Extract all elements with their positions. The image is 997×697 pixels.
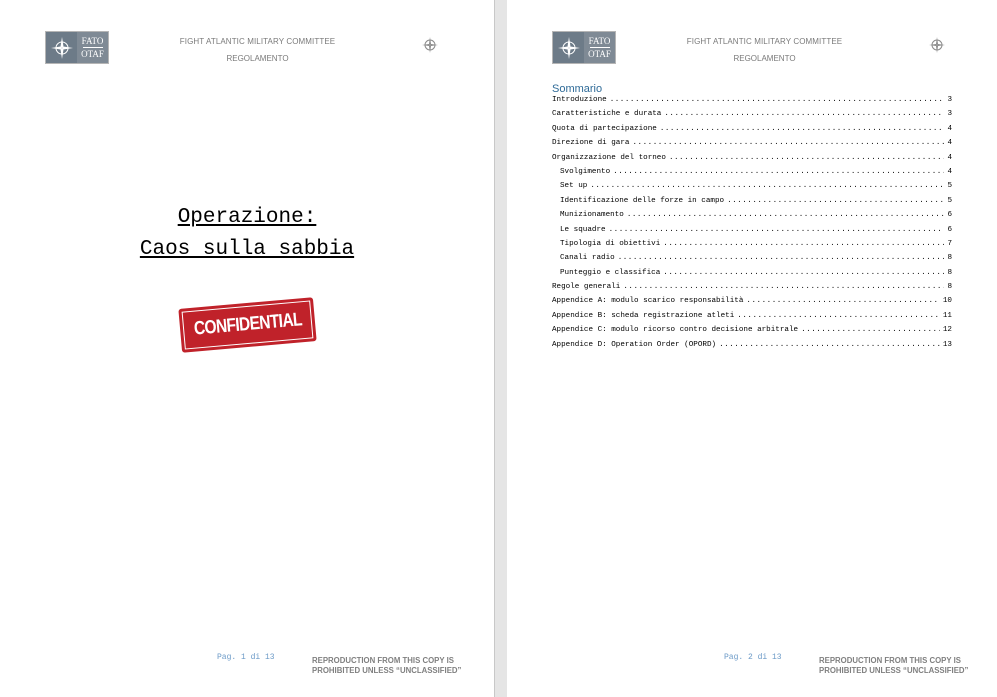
logo-top-text: FATO — [588, 36, 611, 46]
toc-entry-label: Tipologia di obiettivi — [560, 239, 661, 248]
toc-entry-label: Caratteristiche e durata — [552, 110, 662, 119]
logo-bottom-text: OTAF — [588, 49, 611, 59]
page-gap — [495, 0, 507, 697]
toc-leader-dots — [590, 182, 944, 190]
toc-entry-page: 13 — [942, 340, 952, 349]
toc-entry-page: 4 — [947, 139, 952, 148]
toc-leader-dots — [669, 154, 945, 162]
toc-title: Sommario — [552, 83, 603, 95]
logo-bottom-text: OTAF — [81, 49, 104, 59]
toc-entry-label: Svolgimento — [560, 167, 611, 176]
confidential-stamp — [178, 297, 316, 353]
footer-notice — [312, 656, 461, 676]
toc-entry-page: 3 — [947, 96, 952, 104]
toc-leader-dots — [719, 341, 940, 349]
toc-entry[interactable] — [552, 254, 952, 268]
toc-entry[interactable] — [552, 297, 952, 311]
toc-entry-page: 4 — [947, 153, 952, 162]
toc-leader-dots — [609, 226, 945, 234]
toc-leader-dots — [801, 326, 940, 334]
compass-rose-icon — [553, 32, 584, 63]
toc-entry[interactable] — [552, 341, 952, 355]
toc-leader-dots — [746, 297, 939, 305]
toc-entry[interactable] — [552, 226, 952, 240]
toc-entry-page: 5 — [947, 182, 952, 191]
toc-leader-dots — [613, 168, 944, 176]
toc-entry-label: Identificazione delle forze in campo — [560, 196, 725, 205]
toc-entry-label: Set up — [560, 182, 588, 191]
toc-entry[interactable] — [552, 326, 952, 340]
doc-title-line1: Operazione: — [177, 206, 317, 229]
table-of-contents — [552, 96, 952, 355]
toc-entry[interactable] — [552, 125, 952, 139]
toc-entry-page: 10 — [942, 297, 952, 306]
toc-leader-dots — [618, 254, 945, 262]
document-page-1 — [0, 0, 495, 697]
footer-line2: PROHIBITED UNLESS “UNCLASSIFIED” — [312, 666, 462, 675]
toc-entry-label: Le squadre — [560, 225, 606, 234]
toc-entry-page: 8 — [947, 268, 952, 277]
toc-entry[interactable] — [552, 211, 952, 225]
footer-notice — [819, 656, 968, 676]
toc-entry-label: Canali radio — [560, 254, 615, 263]
toc-entry[interactable] — [552, 197, 952, 211]
toc-entry-label: Quota di partecipazione — [552, 124, 657, 133]
fato-logo — [552, 31, 616, 64]
toc-leader-dots — [737, 312, 940, 320]
toc-entry-label: Punteggio e classifica — [560, 268, 661, 277]
toc-entry-page: 12 — [942, 326, 952, 335]
toc-leader-dots — [610, 96, 945, 104]
toc-leader-dots — [660, 125, 945, 133]
doc-title-line2: Caos sulla sabbia — [139, 238, 355, 261]
toc-entry-label: Appendice C: modulo ricorso contro decisione arbitrale — [552, 326, 799, 335]
seal-icon — [928, 36, 946, 54]
seal-icon — [421, 36, 439, 54]
logo-top-text: FATO — [81, 36, 104, 46]
toc-entry-label: Direzione di gara — [552, 139, 630, 148]
toc-entry-page: 6 — [947, 211, 952, 220]
toc-entry-label: Appendice A: modulo scarico responsabilità — [552, 297, 744, 306]
header-doc: REGOLAMENTO — [733, 54, 796, 63]
page-number: Pag. 1 di 13 — [217, 653, 275, 662]
toc-entry-label: Munizionamento — [560, 211, 624, 220]
toc-entry[interactable] — [552, 168, 952, 182]
toc-entry[interactable] — [552, 110, 952, 124]
toc-entry-page: 8 — [947, 254, 952, 263]
toc-leader-dots — [623, 283, 944, 291]
toc-entry-page: 4 — [947, 124, 952, 133]
stamp-text: CONFIDENTIAL — [192, 309, 303, 340]
toc-leader-dots — [632, 139, 944, 147]
toc-entry[interactable] — [552, 139, 952, 153]
fato-logo — [45, 31, 109, 64]
header-org: FIGHT ATLANTIC MILITARY COMMITTEE — [686, 37, 843, 46]
toc-entry[interactable] — [552, 312, 952, 326]
toc-entry-page: 11 — [942, 311, 952, 320]
toc-entry-page: 3 — [947, 110, 952, 119]
toc-entry[interactable] — [552, 182, 952, 196]
toc-entry[interactable] — [552, 154, 952, 168]
toc-entry-page: 6 — [947, 225, 952, 234]
toc-leader-dots — [664, 110, 944, 118]
footer-line2: PROHIBITED UNLESS “UNCLASSIFIED” — [819, 666, 969, 675]
toc-leader-dots — [663, 240, 944, 248]
toc-entry-page: 5 — [947, 196, 952, 205]
toc-entry[interactable] — [552, 283, 952, 297]
document-page-2 — [507, 0, 997, 697]
toc-entry-page: 8 — [947, 283, 952, 292]
toc-entry[interactable] — [552, 240, 952, 254]
toc-entry-label: Regole generali — [552, 283, 621, 292]
toc-leader-dots — [663, 269, 944, 277]
toc-entry[interactable] — [552, 96, 952, 110]
toc-entry-page: 7 — [947, 239, 952, 248]
toc-leader-dots — [727, 197, 944, 205]
toc-entry[interactable] — [552, 269, 952, 283]
footer-line1: REPRODUCTION FROM THIS COPY IS — [819, 656, 961, 665]
toc-entry-label: Appendice B: scheda registrazione atleti — [552, 311, 735, 320]
toc-leader-dots — [627, 211, 945, 219]
header-doc: REGOLAMENTO — [226, 54, 289, 63]
footer-line1: REPRODUCTION FROM THIS COPY IS — [312, 656, 454, 665]
toc-entry-label: Introduzione — [552, 96, 607, 104]
toc-entry-page: 4 — [947, 167, 952, 176]
toc-entry-label: Organizzazione del torneo — [552, 153, 666, 162]
header-org: FIGHT ATLANTIC MILITARY COMMITTEE — [179, 37, 336, 46]
toc-entry-label: Appendice D: Operation Order (OPORD) — [552, 340, 717, 349]
compass-rose-icon — [46, 32, 77, 63]
page-number: Pag. 2 di 13 — [724, 653, 782, 662]
